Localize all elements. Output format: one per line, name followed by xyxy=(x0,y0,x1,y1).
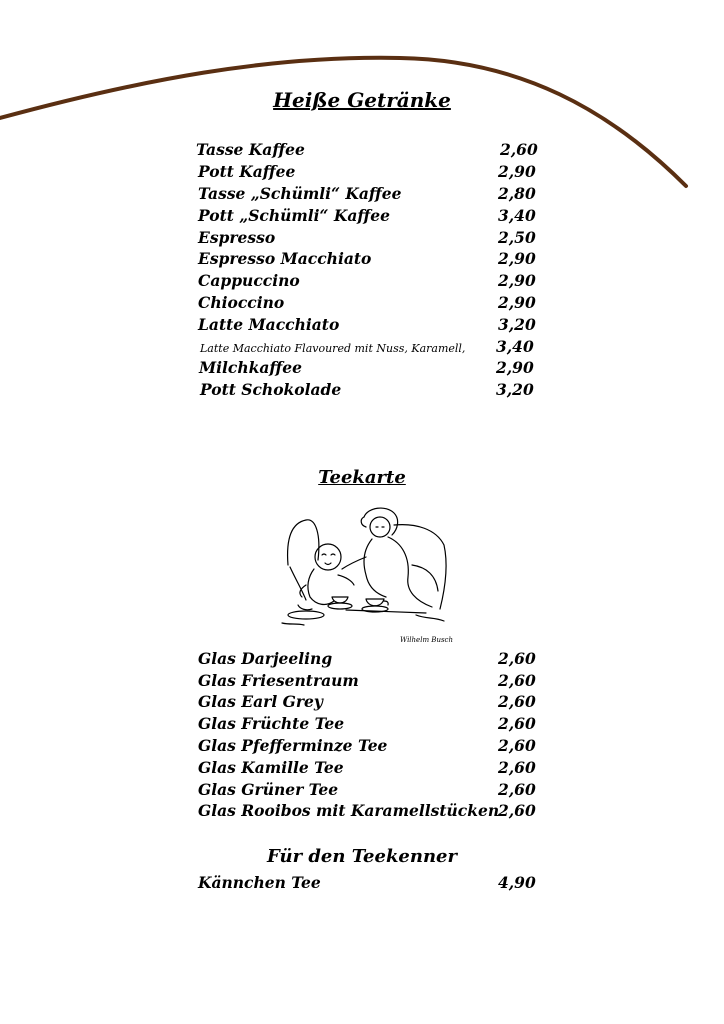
item-name: Tasse „Schümli“ Kaffee xyxy=(198,184,402,203)
item-name: Pott „Schümli“ Kaffee xyxy=(198,206,390,225)
tea-illustration xyxy=(276,505,456,635)
item-price: 2,60 xyxy=(498,649,536,668)
item-name: Tasse Kaffee xyxy=(196,140,305,159)
item-price: 2,50 xyxy=(498,228,536,247)
item-name: Glas Earl Grey xyxy=(198,692,323,711)
item-name: Glas Rooibos mit Karamellstücken xyxy=(198,801,500,820)
section-title-connoisseur: Für den Teekenner xyxy=(267,846,457,867)
item-price: 2,90 xyxy=(498,271,536,290)
item-name: Kännchen Tee xyxy=(198,873,321,892)
item-name: Glas Darjeeling xyxy=(198,649,333,668)
item-name: Glas Friesentraum xyxy=(198,671,359,690)
item-price: 2,90 xyxy=(498,162,536,181)
item-price: 3,40 xyxy=(498,206,536,225)
section-title-tea: Teekarte xyxy=(318,467,406,488)
item-name: Espresso xyxy=(198,228,276,247)
item-price: 2,90 xyxy=(498,293,536,312)
item-name: Latte Macchiato Flavoured mit Nuss, Karamell, xyxy=(200,342,466,355)
item-price: 3,40 xyxy=(496,337,534,356)
item-name: Latte Macchiato xyxy=(198,315,340,334)
item-name: Pott Kaffee xyxy=(198,162,296,181)
item-name: Glas Kamille Tee xyxy=(198,758,344,777)
item-price: 3,20 xyxy=(498,315,536,334)
item-name: Glas Pfefferminze Tee xyxy=(198,736,388,755)
item-name: Cappuccino xyxy=(198,271,300,290)
item-name: Espresso Macchiato xyxy=(198,249,372,268)
item-price: 3,20 xyxy=(496,380,534,399)
item-price: 2,90 xyxy=(496,358,534,377)
item-name: Glas Früchte Tee xyxy=(198,714,345,733)
section-title-hot-drinks: Heiße Getränke xyxy=(273,88,451,112)
item-price: 2,60 xyxy=(500,140,538,159)
item-price: 2,60 xyxy=(498,671,536,690)
item-price: 2,60 xyxy=(498,714,536,733)
item-price: 4,90 xyxy=(498,873,536,892)
illustration-credit: Wilhelm Busch xyxy=(400,636,453,644)
item-price: 2,60 xyxy=(498,801,536,820)
item-name: Glas Grüner Tee xyxy=(198,780,339,799)
item-price: 2,90 xyxy=(498,249,536,268)
item-price: 2,80 xyxy=(498,184,536,203)
item-name: Chioccino xyxy=(198,293,285,312)
item-price: 2,60 xyxy=(498,736,536,755)
item-price: 2,60 xyxy=(498,758,536,777)
item-name: Milchkaffee xyxy=(199,358,302,377)
item-name: Pott Schokolade xyxy=(200,380,342,399)
item-price: 2,60 xyxy=(498,780,536,799)
item-price: 2,60 xyxy=(498,692,536,711)
